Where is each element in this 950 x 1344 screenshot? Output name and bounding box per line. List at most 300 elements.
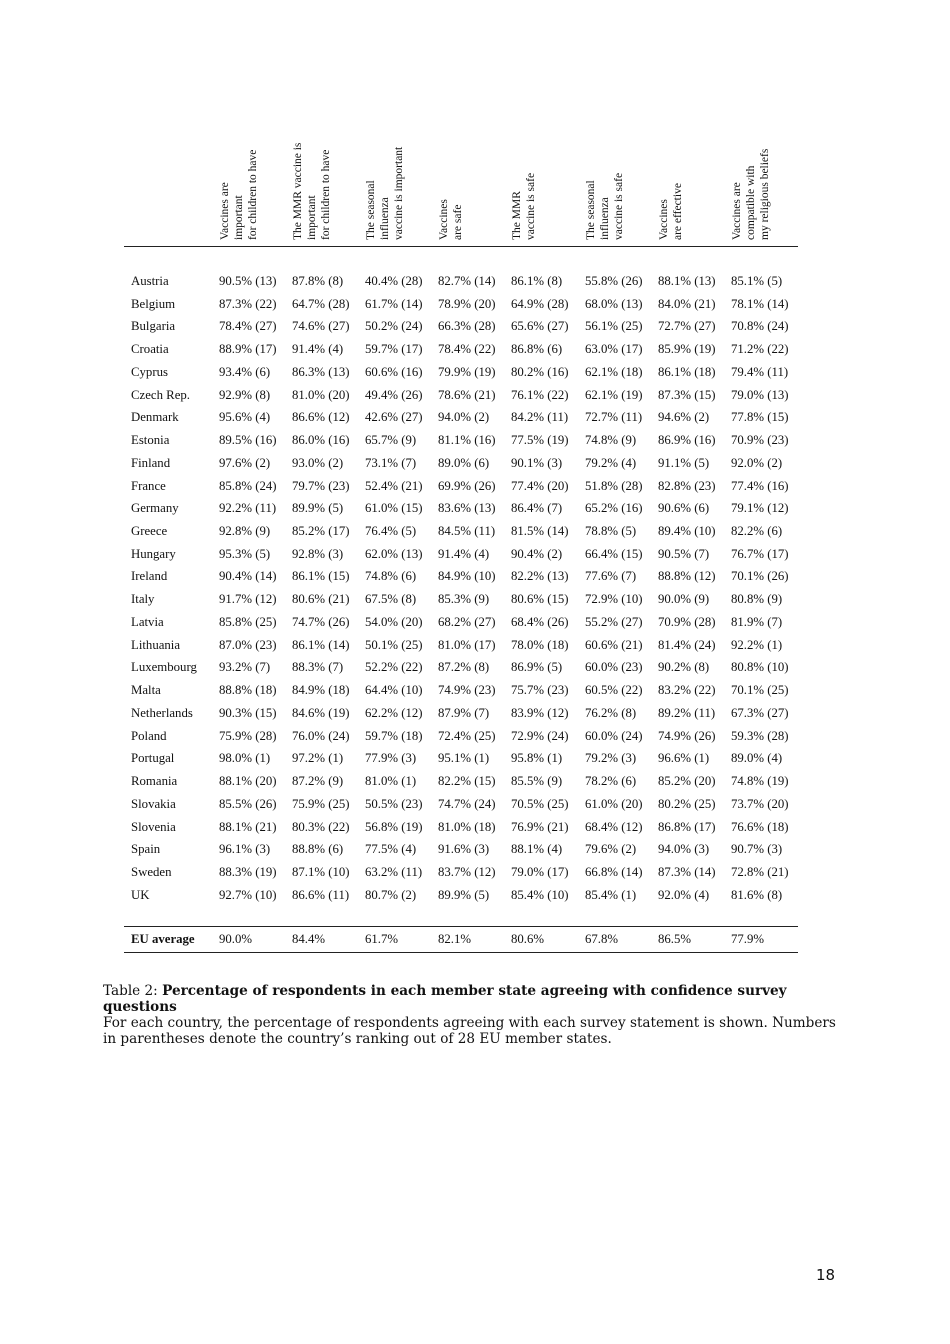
country-name: Lithuania: [131, 637, 181, 652]
table-cell: 87.3% (14): [658, 864, 716, 879]
column-header-line: influenza: [599, 197, 611, 240]
country-name: Spain: [131, 842, 161, 857]
table-cell: 74.8% (9): [585, 433, 637, 448]
table-cell: 72.7% (27): [658, 319, 716, 334]
table-cell: 79.9% (19): [438, 364, 496, 379]
table-cell: 66.3% (28): [438, 319, 496, 334]
table-cell: 87.3% (22): [219, 296, 277, 311]
table-row: [124, 638, 798, 661]
table-cell: 88.1% (20): [219, 774, 277, 789]
table-cell: 77.6% (7): [585, 569, 637, 584]
table-cell: 89.5% (16): [219, 433, 277, 448]
table-cell: 86.1% (14): [292, 637, 350, 652]
table-cell: 85.2% (20): [658, 774, 716, 789]
table-cell: 72.8% (21): [731, 864, 789, 879]
header-rule: [124, 246, 798, 247]
table-cell: 80.6% (21): [292, 592, 350, 607]
table-row: [124, 774, 798, 797]
column-header-line: Vaccines are: [219, 182, 231, 240]
table-cell: 51.8% (28): [585, 478, 643, 493]
table-cell: 50.1% (25): [365, 637, 423, 652]
table-cell: 70.1% (25): [731, 683, 789, 698]
table-cell: 70.8% (24): [731, 319, 789, 334]
table-cell: 81.4% (24): [658, 637, 716, 652]
table-cell: 86.0% (16): [292, 433, 350, 448]
table-cell: 79.6% (2): [585, 842, 637, 857]
table-cell: 87.9% (7): [438, 705, 490, 720]
column-header-line: Vaccines: [438, 199, 450, 240]
table-row: [124, 410, 798, 433]
table-cell: 86.1% (18): [658, 364, 716, 379]
table-cell: 81.5% (14): [511, 524, 569, 539]
table-row: [124, 501, 798, 524]
country-name: Romania: [131, 774, 178, 789]
table-cell: 87.2% (8): [438, 660, 490, 675]
table-cell: 88.9% (17): [219, 342, 277, 357]
column-header-line: Vaccines are: [731, 182, 743, 240]
table-cell: 86.8% (17): [658, 819, 716, 834]
table-cell: 86.8% (6): [511, 342, 563, 357]
table-row: [124, 865, 798, 888]
table-cell: 82.2% (15): [438, 774, 496, 789]
column-header-text: [584, 173, 626, 240]
table-cell: 56.1% (25): [585, 319, 643, 334]
table-cell: 84.0% (21): [658, 296, 716, 311]
country-name: Sweden: [131, 864, 172, 879]
table-cell: 61.0% (15): [365, 501, 423, 516]
table-cell: 89.4% (10): [658, 524, 716, 539]
table-cell: 85.1% (5): [731, 274, 783, 288]
table-cell: 82.2% (13): [511, 569, 569, 584]
table-cell: 70.1% (26): [731, 569, 789, 584]
table-row: [124, 342, 798, 365]
average-cell: 80.6%: [511, 932, 545, 946]
table-cell: 94.6% (2): [658, 410, 710, 425]
column-header-line: The seasonal: [585, 180, 597, 240]
table-cell: 70.9% (28): [658, 614, 716, 629]
table-cell: 82.7% (14): [438, 274, 496, 288]
table-cell: 55.8% (26): [585, 274, 643, 288]
table-cell: 85.9% (19): [658, 342, 716, 357]
table-cell: 96.1% (3): [219, 842, 271, 857]
table-cell: 78.4% (27): [219, 319, 277, 334]
table-cell: 73.1% (7): [365, 455, 417, 470]
table-cell: 83.6% (13): [438, 501, 496, 516]
table-cell: 84.9% (18): [292, 683, 350, 698]
column-header-text: [730, 149, 772, 240]
average-rule: [124, 926, 798, 927]
table-row: [124, 524, 798, 547]
table-row: [124, 729, 798, 752]
table-cell: 90.4% (14): [219, 569, 277, 584]
country-name: Portugal: [131, 751, 175, 766]
table-cell: 65.6% (27): [511, 319, 569, 334]
table-cell: 80.7% (2): [365, 887, 417, 902]
table-cell: 81.0% (1): [365, 774, 417, 789]
table-row: [124, 479, 798, 502]
table-row: [124, 569, 798, 592]
table-cell: 88.1% (4): [511, 842, 563, 857]
table-cell: 74.8% (6): [365, 569, 417, 584]
column-header-line: my religious beliefs: [759, 148, 771, 240]
table-header: [124, 0, 798, 246]
table-cell: 75.7% (23): [511, 683, 569, 698]
table-cell: 80.3% (22): [292, 819, 350, 834]
table-cell: 92.2% (1): [731, 637, 783, 652]
table-cell: 54.0% (20): [365, 614, 423, 629]
table-cell: 86.1% (15): [292, 569, 350, 584]
column-header-text: [291, 143, 333, 240]
column-header-text: [218, 150, 260, 240]
table-cell: 77.9% (3): [365, 751, 417, 766]
table-cell: 89.2% (11): [658, 705, 716, 720]
table-cell: 74.6% (27): [292, 319, 350, 334]
country-name: Netherlands: [131, 705, 193, 720]
table-cell: 92.9% (8): [219, 387, 271, 402]
table-cell: 84.6% (19): [292, 705, 350, 720]
table-cell: 76.4% (5): [365, 524, 417, 539]
table-cell: 96.6% (1): [658, 751, 710, 766]
table-cell: 86.3% (13): [292, 364, 350, 379]
table-cell: 56.8% (19): [365, 819, 423, 834]
table-cell: 85.8% (24): [219, 478, 277, 493]
table-cell: 90.6% (6): [658, 501, 710, 516]
table-cell: 82.8% (23): [658, 478, 716, 493]
table-cell: 63.2% (11): [365, 864, 423, 879]
table-cell: 81.0% (18): [438, 819, 496, 834]
table-cell: 62.1% (19): [585, 387, 643, 402]
table-cell: 91.6% (3): [438, 842, 490, 857]
table-cell: 89.0% (6): [438, 455, 490, 470]
country-name: Czech Rep.: [131, 387, 190, 402]
table-cell: 86.6% (12): [292, 410, 350, 425]
table-cell: 76.9% (21): [511, 819, 569, 834]
table-cell: 81.6% (8): [731, 887, 783, 902]
table-cell: 86.9% (16): [658, 433, 716, 448]
table-row: [124, 274, 798, 297]
country-name: Slovenia: [131, 819, 176, 834]
country-name: Estonia: [131, 433, 170, 448]
average-cell: 84.4%: [292, 932, 326, 946]
column-header-line: important: [233, 195, 245, 240]
caption-prefix: Table 2:: [103, 983, 163, 999]
table-cell: 68.4% (12): [585, 819, 643, 834]
table-cell: 59.7% (18): [365, 728, 423, 743]
table-cell: 95.3% (5): [219, 546, 271, 561]
table-row: [124, 547, 798, 570]
table-cell: 89.0% (4): [731, 751, 783, 766]
column-header-text: [437, 199, 465, 240]
table-cell: 50.2% (24): [365, 319, 423, 334]
table-cell: 92.0% (2): [731, 455, 783, 470]
table-cell: 86.9% (5): [511, 660, 563, 675]
table-cell: 66.8% (14): [585, 864, 643, 879]
table-cell: 64.7% (28): [292, 296, 350, 311]
table-row: [124, 751, 798, 774]
column-header-line: important: [306, 195, 318, 240]
table-row: [124, 456, 798, 479]
table-cell: 83.7% (12): [438, 864, 496, 879]
average-cell: 82.1%: [438, 932, 472, 946]
country-name: France: [131, 478, 166, 493]
column-header-text: [364, 147, 406, 240]
table-row: [124, 797, 798, 820]
table-cell: 91.4% (4): [292, 342, 344, 357]
table-cell: 88.1% (21): [219, 819, 277, 834]
average-cell: 90.0%: [219, 932, 253, 946]
table-cell: 83.2% (22): [658, 683, 716, 698]
table-cell: 86.6% (11): [292, 887, 350, 902]
table-cell: 68.4% (26): [511, 614, 569, 629]
table-cell: 74.7% (24): [438, 796, 496, 811]
table-cell: 60.0% (23): [585, 660, 643, 675]
table-cell: 80.6% (15): [511, 592, 569, 607]
table-cell: 72.4% (25): [438, 728, 496, 743]
caption-title: Percentage of respondents in each member state agreeing with confidence survey questions: [103, 983, 787, 1015]
table-cell: 83.9% (12): [511, 705, 569, 720]
table-cell: 97.6% (2): [219, 455, 271, 470]
table-cell: 95.8% (1): [511, 751, 563, 766]
table-cell: 92.8% (9): [219, 524, 271, 539]
table-cell: 74.9% (26): [658, 728, 716, 743]
table-cell: 92.8% (3): [292, 546, 344, 561]
table-cell: 78.6% (21): [438, 387, 496, 402]
table-cell: 93.2% (7): [219, 660, 271, 675]
table-cell: 85.3% (9): [438, 592, 490, 607]
table-cell: 59.7% (17): [365, 342, 423, 357]
table-cell: 68.2% (27): [438, 614, 496, 629]
table-cell: 90.0% (9): [658, 592, 710, 607]
table-cell: 76.6% (18): [731, 819, 789, 834]
table-cell: 74.7% (26): [292, 614, 350, 629]
table-cell: 84.2% (11): [511, 410, 569, 425]
table-cell: 88.8% (18): [219, 683, 277, 698]
table-cell: 67.3% (27): [731, 705, 789, 720]
table-cell: 70.5% (25): [511, 796, 569, 811]
table-row: [124, 615, 798, 638]
average-cell: 77.9%: [731, 932, 765, 946]
column-header-line: are effective: [672, 183, 684, 240]
column-header-line: compatible with: [745, 165, 757, 240]
table-cell: 73.7% (20): [731, 796, 789, 811]
table-cell: 79.7% (23): [292, 478, 350, 493]
column-header-line: The MMR vaccine is: [292, 142, 304, 240]
table-cell: 61.7% (14): [365, 296, 423, 311]
page-number: 18: [816, 1266, 836, 1284]
table-cell: 90.2% (8): [658, 660, 710, 675]
table-cell: 87.2% (9): [292, 774, 344, 789]
table-cell: 80.2% (25): [658, 796, 716, 811]
table-cell: 93.0% (2): [292, 455, 344, 470]
table-cell: 91.4% (4): [438, 546, 490, 561]
table-cell: 64.4% (10): [365, 683, 423, 698]
table-cell: 78.2% (6): [585, 774, 637, 789]
table-cell: 60.6% (21): [585, 637, 643, 652]
table-caption: [103, 983, 843, 1047]
column-header-line: vaccine is safe: [525, 172, 537, 240]
table-cell: 70.9% (23): [731, 433, 789, 448]
table-cell: 62.1% (18): [585, 364, 643, 379]
column-header-line: vaccine is important: [393, 146, 405, 240]
average-cell: 86.5%: [658, 932, 692, 946]
table-cell: 78.0% (18): [511, 637, 569, 652]
table-cell: 93.4% (6): [219, 364, 271, 379]
table-cell: 85.5% (9): [511, 774, 563, 789]
table-cell: 81.9% (7): [731, 614, 783, 629]
column-header-line: The MMR: [511, 191, 523, 240]
average-cell: 67.8%: [585, 932, 619, 946]
country-name: Austria: [131, 274, 169, 288]
table-cell: 87.0% (23): [219, 637, 277, 652]
table-cell: 40.4% (28): [365, 274, 423, 288]
table-cell: 72.9% (10): [585, 592, 643, 607]
table-cell: 59.3% (28): [731, 728, 789, 743]
table-cell: 66.4% (15): [585, 546, 643, 561]
table-cell: 74.9% (23): [438, 683, 496, 698]
table-cell: 60.6% (16): [365, 364, 423, 379]
table-cell: 76.2% (8): [585, 705, 637, 720]
table-row: [124, 592, 798, 615]
table-row: [124, 706, 798, 729]
country-name: Croatia: [131, 342, 169, 357]
table-row: [124, 433, 798, 456]
table-cell: 76.7% (17): [731, 546, 789, 561]
table-cell: 78.4% (22): [438, 342, 496, 357]
table-row: [124, 820, 798, 843]
country-name: Hungary: [131, 546, 176, 561]
country-name: Luxembourg: [131, 660, 197, 675]
table-cell: 88.8% (12): [658, 569, 716, 584]
caption-body: For each country, the percentage of respondents agreeing with each survey statement is shown. Numbers in parentheses denote the country’s ranking out of 28 EU member states.: [103, 1015, 836, 1047]
table-cell: 92.7% (10): [219, 887, 277, 902]
table-cell: 75.9% (28): [219, 728, 277, 743]
country-name: Belgium: [131, 296, 176, 311]
table-cell: 87.3% (15): [658, 387, 716, 402]
table-cell: 67.5% (8): [365, 592, 417, 607]
country-name: Latvia: [131, 614, 164, 629]
table-cell: 90.7% (3): [731, 842, 783, 857]
table-cell: 79.2% (3): [585, 751, 637, 766]
table-cell: 90.5% (7): [658, 546, 710, 561]
country-name: Finland: [131, 455, 171, 470]
table-row: [124, 683, 798, 706]
table-cell: 87.8% (8): [292, 274, 344, 288]
table-cell: 78.8% (5): [585, 524, 637, 539]
table-cell: 65.2% (16): [585, 501, 643, 516]
table-cell: 42.6% (27): [365, 410, 423, 425]
table-row: [124, 319, 798, 342]
column-header-line: Vaccines: [658, 199, 670, 240]
column-header-line: for children to have: [320, 149, 332, 240]
table-cell: 52.2% (22): [365, 660, 423, 675]
table-cell: 76.0% (24): [292, 728, 350, 743]
table-cell: 92.0% (4): [658, 887, 710, 902]
average-label: EU average: [131, 932, 195, 946]
table-cell: 86.4% (7): [511, 501, 563, 516]
column-header-line: The seasonal: [365, 180, 377, 240]
table-cell: 81.1% (16): [438, 433, 496, 448]
table-cell: 85.5% (26): [219, 796, 277, 811]
column-header-line: influenza: [379, 197, 391, 240]
country-name: Bulgaria: [131, 319, 176, 334]
table-cell: 78.9% (20): [438, 296, 496, 311]
column-header-line: vaccine is safe: [613, 172, 625, 240]
table-cell: 62.2% (12): [365, 705, 423, 720]
table-row: [124, 365, 798, 388]
country-name: Slovakia: [131, 796, 176, 811]
table-row: [124, 388, 798, 411]
table-cell: 81.0% (20): [292, 387, 350, 402]
table-cell: 79.1% (12): [731, 501, 789, 516]
table-cell: 90.1% (3): [511, 455, 563, 470]
country-name: Cyprus: [131, 364, 168, 379]
table-cell: 60.0% (24): [585, 728, 643, 743]
table-cell: 92.2% (11): [219, 501, 277, 516]
table-cell: 81.0% (17): [438, 637, 496, 652]
table-cell: 86.1% (8): [511, 274, 563, 288]
column-header-line: for children to have: [247, 149, 259, 240]
table-row: [124, 660, 798, 683]
table-cell: 95.1% (1): [438, 751, 490, 766]
table-cell: 68.0% (13): [585, 296, 643, 311]
table-cell: 90.3% (15): [219, 705, 277, 720]
table-cell: 77.5% (19): [511, 433, 569, 448]
table-cell: 88.8% (6): [292, 842, 344, 857]
table-cell: 94.0% (3): [658, 842, 710, 857]
table-cell: 79.4% (11): [731, 364, 789, 379]
table-cell: 72.9% (24): [511, 728, 569, 743]
table-cell: 49.4% (26): [365, 387, 423, 402]
table-cell: 77.8% (15): [731, 410, 789, 425]
table-cell: 88.1% (13): [658, 274, 716, 288]
table-cell: 79.0% (17): [511, 864, 569, 879]
table-cell: 80.2% (16): [511, 364, 569, 379]
table-cell: 84.9% (10): [438, 569, 496, 584]
table-cell: 89.9% (5): [438, 887, 490, 902]
table-cell: 87.1% (10): [292, 864, 350, 879]
table-cell: 80.8% (10): [731, 660, 789, 675]
table-row: [124, 888, 798, 911]
table-cell: 97.2% (1): [292, 751, 344, 766]
table-cell: 55.2% (27): [585, 614, 643, 629]
country-name: Poland: [131, 728, 167, 743]
table-cell: 82.2% (6): [731, 524, 783, 539]
table-cell: 52.4% (21): [365, 478, 423, 493]
country-name: Greece: [131, 524, 168, 539]
table-cell: 85.4% (10): [511, 887, 569, 902]
column-header-text: [510, 173, 538, 240]
country-name: Italy: [131, 592, 155, 607]
table-cell: 75.9% (25): [292, 796, 350, 811]
table-cell: 94.0% (2): [438, 410, 490, 425]
table-cell: 65.7% (9): [365, 433, 417, 448]
table-cell: 84.5% (11): [438, 524, 496, 539]
table-cell: 79.2% (4): [585, 455, 637, 470]
table-cell: 61.0% (20): [585, 796, 643, 811]
country-name: Denmark: [131, 410, 179, 425]
bottom-rule: [124, 952, 798, 953]
table-cell: 64.9% (28): [511, 296, 569, 311]
average-cell: 61.7%: [365, 932, 399, 946]
table-cell: 50.5% (23): [365, 796, 423, 811]
table-cell: 91.7% (12): [219, 592, 277, 607]
table-cell: 98.0% (1): [219, 751, 271, 766]
table-cell: 77.5% (4): [365, 842, 417, 857]
table-cell: 91.1% (5): [658, 455, 710, 470]
table-cell: 72.7% (11): [585, 410, 643, 425]
table-cell: 85.4% (1): [585, 887, 637, 902]
table-cell: 60.5% (22): [585, 683, 643, 698]
